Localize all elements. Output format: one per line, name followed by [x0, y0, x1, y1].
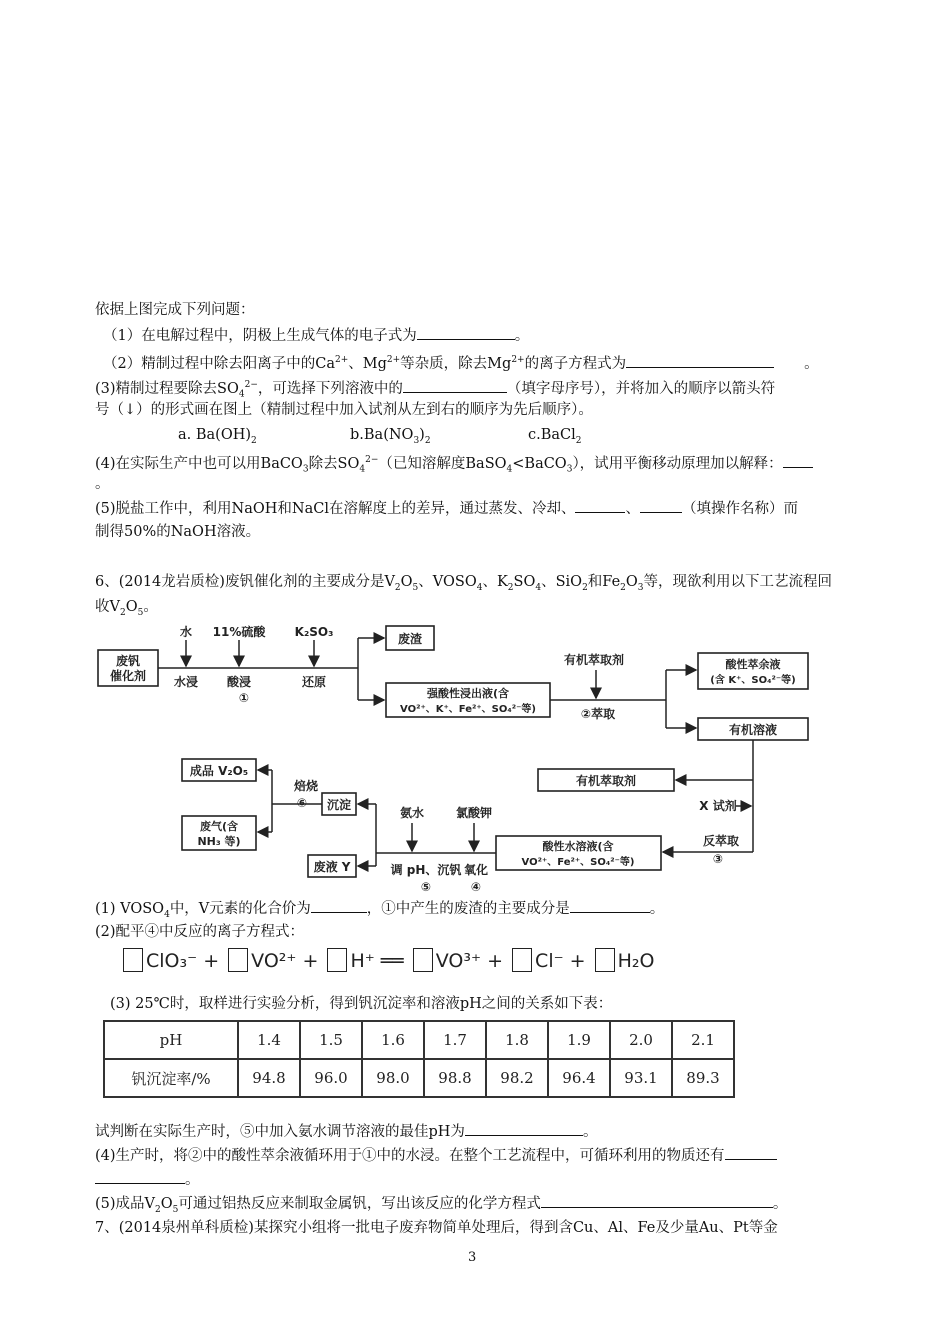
coefficient-box[interactable]: [595, 948, 615, 972]
q5-part2: （2）精制过程中除去阳离子中的$Ca^{2+}$、$Mg^{2+}$等杂质，除去$Mg^{2+}$的离子方程式为 。: [103, 350, 819, 374]
label-extractant-mid: 有机萃取剂: [575, 774, 637, 788]
coefficient-box[interactable]: [327, 948, 347, 972]
q6-part2: (2)配平④中反应的离子方程式：: [95, 924, 305, 940]
label-raw1: 废钒: [115, 654, 141, 668]
coefficient-box[interactable]: [413, 948, 433, 972]
label-waste-gas1: 废气(含: [199, 820, 239, 833]
table-row-ph: [104, 1021, 734, 1059]
answer-blank[interactable]: [417, 325, 515, 340]
option-c: c.BaCl$_2$: [528, 427, 582, 446]
process-flow-diagram: [96, 620, 820, 894]
label-raffinate1: 酸性萃余液: [725, 658, 781, 671]
ph-rate-table: [103, 1020, 735, 1098]
table-cell: 1.5: [300, 1021, 362, 1059]
q5-part5: (5)脱盐工作中，利用NaOH和NaCl在溶解度上的差异，通过蒸发、冷却、 、 （填操作名称）而: [95, 498, 798, 519]
answer-blank[interactable]: [575, 498, 625, 513]
label-reduce: 还原: [301, 675, 327, 689]
q6-part5: (5)成品$V_2O_5$可通过铝热反应来制取金属钒，写出该反应的化学方程式 。: [95, 1193, 787, 1220]
label-extractant-top: 有机萃取剂: [563, 653, 625, 667]
table-cell: 1.6: [362, 1021, 424, 1059]
label-raw2: 催化剂: [109, 669, 147, 683]
label-leach-acid: 酸浸: [226, 675, 252, 689]
label-precip: 沉淀: [326, 798, 352, 812]
table-cell: 98.8: [424, 1059, 486, 1097]
coefficient-box[interactable]: [228, 948, 248, 972]
q6-heading-line2: 收$V_2O_5$。: [95, 599, 158, 618]
label-organic: 有机溶液: [728, 723, 778, 737]
answer-blank[interactable]: [311, 898, 367, 913]
q7-heading: 7、(2014泉州单科质检)某探究小组将一批电子废弃物简单处理后，得到含Cu、Al、Fe及少量Au、Pt等金: [95, 1220, 778, 1236]
label-adjust: 调 pH、沉钒: [390, 863, 462, 877]
answer-blank[interactable]: [626, 353, 774, 368]
table-cell: 93.1: [610, 1059, 672, 1097]
q6-part3: (3) 25℃时，取样进行实验分析，得到钒沉淀率和溶液pH之间的关系如下表：: [110, 996, 613, 1012]
label-step3: ③: [712, 852, 724, 866]
label-aq1: 酸性水溶液(含: [542, 840, 614, 853]
answer-blank[interactable]: [783, 453, 813, 468]
label-water: 水: [179, 625, 193, 639]
q5-part5-line2: 制得50%的NaOH溶液。: [95, 524, 261, 540]
label-step4: ④: [470, 880, 482, 894]
label-extract: ②萃取: [580, 707, 616, 721]
label-product: 成品 V₂O₅: [189, 764, 249, 778]
q6-part4-line2: 。: [95, 1169, 200, 1190]
answer-blank[interactable]: [95, 1169, 185, 1184]
label-aq2: VO²⁺、Fe²⁺、SO₄²⁻等): [521, 857, 635, 868]
table-cell: 1.7: [424, 1021, 486, 1059]
q6-part3-question: 试判断在实际生产时，⑤中加入氨水调节溶液的最佳pH为 。: [95, 1121, 597, 1142]
table-cell: 1.8: [486, 1021, 548, 1059]
label-raffinate2: (含 K⁺、SO₄²⁻等): [710, 675, 796, 686]
label-waste-gas2: NH₃ 等): [197, 835, 241, 848]
answer-blank[interactable]: [640, 498, 682, 513]
answer-blank[interactable]: [465, 1121, 583, 1136]
table-cell: 1.9: [548, 1021, 610, 1059]
label-waste-y: 废液 Y: [313, 860, 351, 874]
table-header: pH: [104, 1021, 238, 1059]
answer-blank[interactable]: [403, 378, 507, 393]
table-cell: 94.8: [238, 1059, 300, 1097]
label-leach-water: 水浸: [173, 675, 199, 689]
q6-part1: (1) $VOSO_4$中，V元素的化合价为 ，①中产生的废渣的主要成分是 。: [95, 898, 664, 925]
answer-blank[interactable]: [541, 1193, 773, 1208]
label-ammonia: 氨水: [399, 806, 425, 820]
label-kclo3: 氯酸钾: [455, 806, 493, 820]
table-header: 钒沉淀率/%: [104, 1059, 238, 1097]
option-b: $b.Ba(NO_3)_2$: [350, 427, 431, 446]
q5-part4-end: 。: [95, 476, 110, 492]
label-acid: 11%硫酸: [212, 625, 266, 639]
table-cell: 1.4: [238, 1021, 300, 1059]
label-step5: ⑤: [420, 880, 432, 894]
label-strong1: 强酸性浸出液(含: [426, 687, 510, 700]
q5-options: [178, 425, 582, 451]
label-back-extract: 反萃取: [702, 834, 740, 848]
table-cell: 2.1: [672, 1021, 734, 1059]
table-cell: 2.0: [610, 1021, 672, 1059]
intro-text: 依据上图完成下列问题：: [95, 302, 255, 318]
table-cell: 96.0: [300, 1059, 362, 1097]
answer-blank[interactable]: [725, 1145, 777, 1160]
label-step1: ①: [238, 691, 250, 705]
label-step6: ⑥: [296, 796, 308, 810]
label-k2so3: K₂SO₃: [294, 625, 334, 639]
option-a: a. $Ba(OH)_2$: [178, 427, 257, 446]
ionic-equation: ClO₃⁻ + VO²⁺ + H⁺ ══ VO³⁺ + Cl⁻ + H₂O: [120, 948, 655, 980]
label-calcine: 焙烧: [293, 779, 319, 793]
q5-part1: （1）在电解过程中，阴极上生成气体的电子式为 。: [103, 325, 529, 346]
label-oxidize: 氧化: [463, 863, 489, 877]
q6-part4: (4)生产时，将②中的酸性萃余液循环用于①中的水浸。在整个工艺流程中，可循环利用的物质还有: [95, 1145, 777, 1166]
q6-heading: 6、(2014龙岩质检)废钒催化剂的主要成分是$V_2O_5$、$VOSO_4$、$K_2SO_4$、SiO$_2$和$Fe_2O_3$等，现欲利用以下工艺流程回: [95, 574, 833, 593]
label-x-reagent: X 试剂: [699, 799, 737, 813]
answer-blank[interactable]: [570, 898, 650, 913]
table-cell: 96.4: [548, 1059, 610, 1097]
page-number: 3: [468, 1250, 477, 1265]
q5-part4: (4)在实际生产中也可以用BaCO$_3$除去$SO_4^{2-}$（已知溶解度BaSO$_4$<BaCO$_3$），试用平衡移动原理加以解释：: [95, 450, 813, 480]
q5-part3: (3)精制过程要除去$SO_4^{2-}$，可选择下列溶液中的 （填字母序号），并将加入的顺序以箭头符: [95, 375, 775, 405]
table-cell: 89.3: [672, 1059, 734, 1097]
q5-part3-line2: 号（↓）的形式画在图上（精制过程中加入试剂从左到右的顺序为先后顺序）。: [95, 402, 593, 418]
table-cell: 98.2: [486, 1059, 548, 1097]
coefficient-box[interactable]: [123, 948, 143, 972]
table-cell: 98.0: [362, 1059, 424, 1097]
table-row-rate: [104, 1059, 734, 1097]
label-residue: 废渣: [397, 632, 423, 646]
label-strong2: VO²⁺、K⁺、Fe²⁺、SO₄²⁻等): [400, 704, 536, 715]
coefficient-box[interactable]: [512, 948, 532, 972]
